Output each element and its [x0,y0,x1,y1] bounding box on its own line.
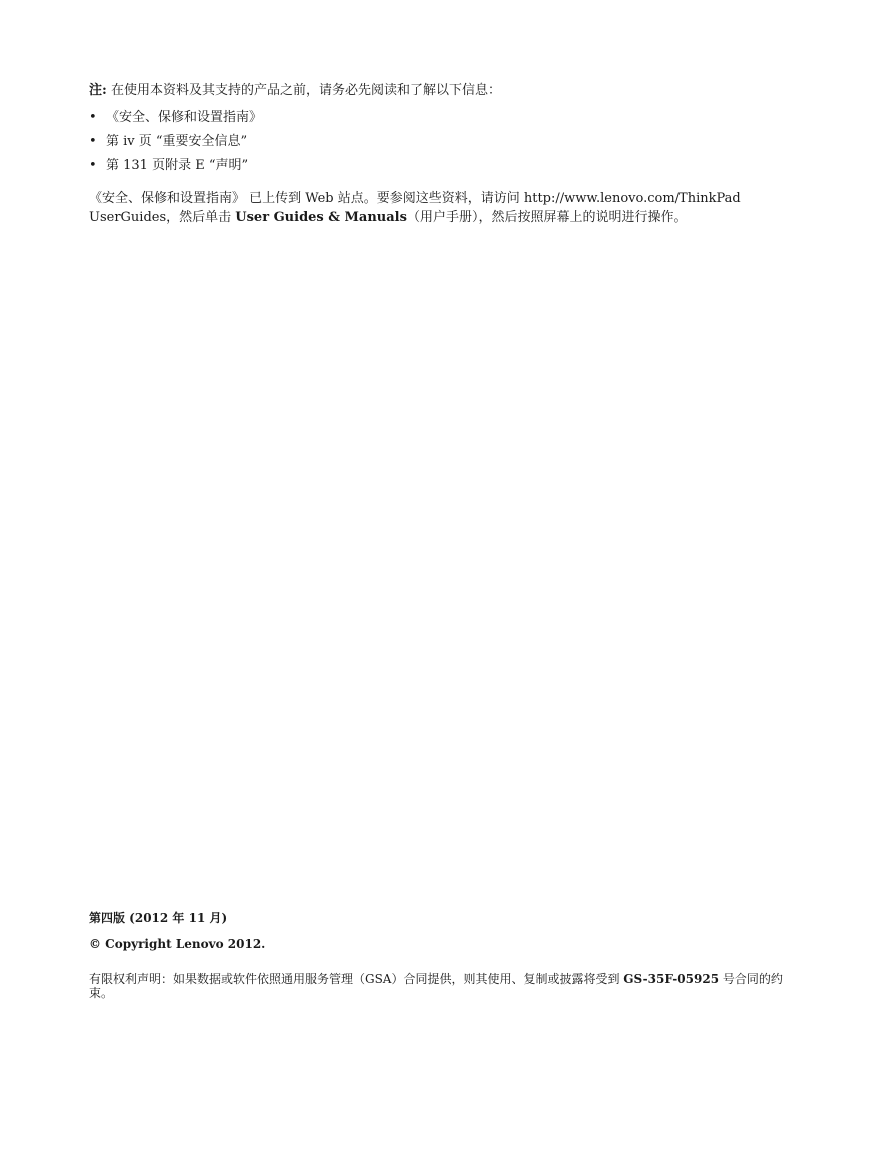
list-item-text: 第 iv 页 “重要安全信息” [106,134,248,149]
bullet-icon: • [89,110,97,125]
web-instructions-paragraph [89,189,794,227]
restricted-rights-text-end: 号合同的约束。 [89,972,783,1000]
required-reading-list [89,109,809,175]
bullet-icon: • [89,134,97,149]
list-item-text: 《安全、保修和设置指南》 [106,110,263,125]
list-item-text: 第 131 页附录 E “声明” [106,158,249,173]
list-item [89,109,809,127]
contract-number: GS-35F-05925 [623,972,720,986]
notice-section [89,82,809,227]
edition-label: 第四版 (2012 年 11 月) [89,911,228,925]
list-item [89,157,809,175]
notice-label: 注: [89,83,107,98]
web-instructions-text-end: （用户手册），然后按照屏幕上的说明进行操作。 [406,210,687,225]
edition-section [89,909,809,1000]
user-guides-manuals-label: User Guides & Manuals [235,210,407,225]
restricted-rights-notice [89,972,794,1000]
copyright-notice: © Copyright Lenovo 2012. [89,937,266,951]
restricted-rights-text: 有限权利声明：如果数据或软件依照通用服务管理（GSA）合同提供，则其使用、复制或披露将受到 [89,972,624,986]
notice-line [89,82,809,100]
bullet-icon: • [89,158,97,173]
web-instructions-text: 《安全、保修和设置指南》 已上传到 Web 站点。要参阅这些资料，请访问 http://www.lenovo.com/ThinkPad UserGuides，然后单击 [89,191,741,225]
list-item [89,133,809,151]
notice-text: 在使用本资料及其支持的产品之前，请务必先阅读和了解以下信息： [110,83,501,98]
